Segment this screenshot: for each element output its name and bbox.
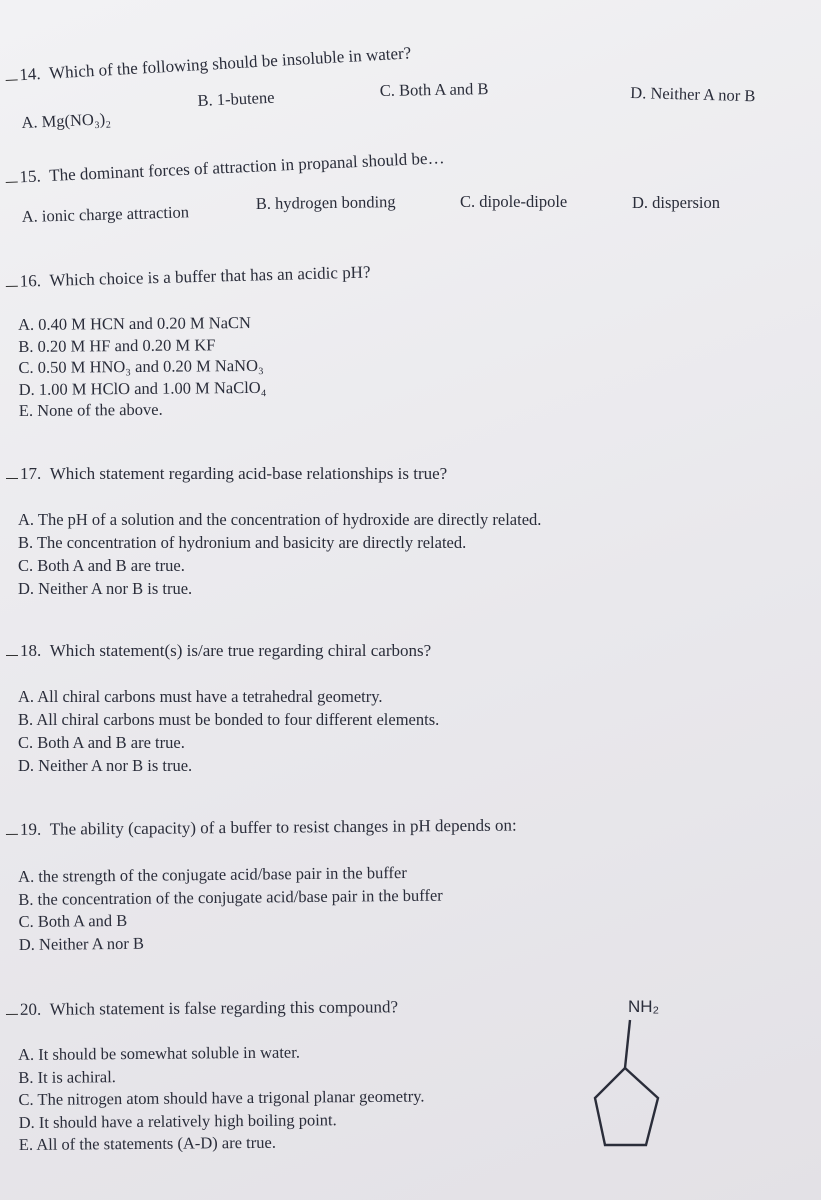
q18-option-a: A. All chiral carbons must have a tetrahedral geometry. (18, 687, 383, 706)
q19-option-b: B. the concentration of the conjugate acid/base pair in the buffer (18, 885, 443, 909)
q16-option-e: E. None of the above. (18, 399, 163, 420)
nh2-label: NH₂ (628, 997, 660, 1016)
q14-option-d: D. Neither A nor B (630, 83, 756, 106)
q16-options (18, 312, 267, 422)
answer-blank (6, 286, 18, 287)
q16-number: 16. (19, 271, 42, 291)
q17-stem (6, 464, 447, 484)
q19-options (18, 862, 443, 956)
q18-options (18, 685, 439, 777)
q18-stem (6, 641, 431, 661)
q17-option-a: A. The pH of a solution and the concentration of hydroxide are directly related. (18, 510, 542, 529)
q14-option-b: B. 1-butene (197, 87, 275, 111)
q20-options (18, 1040, 425, 1156)
q15-text: The dominant forces of attraction in propanal should be… (48, 148, 445, 186)
q14-text: Which of the following should be insoluble in water? (48, 43, 412, 83)
q15-option-b: B. hydrogen bonding (255, 192, 396, 214)
c-n-bond (625, 1020, 630, 1068)
cyclopentane-ring (595, 1068, 658, 1145)
q20-option-a: A. It should be somewhat soluble in water. (18, 1042, 301, 1064)
q14-stem (5, 43, 412, 86)
q15-option-d: D. dispersion (632, 193, 720, 212)
q20-option-b: B. It is achiral. (18, 1066, 116, 1087)
q18-option-c: C. Both A and B are true. (18, 733, 185, 752)
q19-option-c: C. Both A and B (18, 910, 128, 931)
answer-blank (6, 1014, 18, 1015)
q15-option-a: A. ionic charge attraction (21, 202, 190, 227)
q20-option-d: D. It should have a relatively high boiling point. (18, 1109, 337, 1132)
q18-number: 18. (20, 641, 42, 660)
q16-option-d: D. 1.00 M HClO and 1.00 M NaClO₄ (18, 377, 267, 399)
q18-option-b: B. All chiral carbons must be bonded to four different elements. (18, 710, 440, 729)
q16-option-c: C. 0.50 M HNO₃ and 0.20 M NaNO₃ (18, 355, 264, 377)
q17-number: 17. (20, 464, 42, 483)
q16-stem (5, 262, 370, 292)
q14-number: 14. (18, 64, 42, 85)
q19-text: The ability (capacity) of a buffer to resist changes in pH depends on: (49, 815, 517, 839)
answer-blank (6, 79, 18, 81)
q16-option-b: B. 0.20 M HF and 0.20 M KF (18, 334, 216, 356)
q18-option-d: D. Neither A nor B is true. (18, 756, 193, 775)
q14-option-c: C. Both A and B (379, 79, 489, 101)
q19-option-d: D. Neither A nor B (18, 933, 145, 954)
q20-stem (6, 997, 398, 1020)
q17-options (18, 508, 541, 600)
q20-option-e: E. All of the statements (A-D) are true. (18, 1132, 276, 1154)
q17-option-b: B. The concentration of hydronium and basicity are directly related. (18, 533, 467, 552)
q20-text: Which statement is false regarding this compound? (49, 997, 399, 1019)
answer-blank (6, 181, 18, 183)
q16-option-a: A. 0.40 M HCN and 0.20 M NaCN (18, 312, 252, 334)
q18-text: Which statement(s) is/are true regarding chiral carbons? (49, 641, 432, 660)
q19-number: 19. (19, 819, 42, 839)
q19-option-a: A. the strength of the conjugate acid/base pair in the buffer (18, 862, 407, 886)
q17-option-d: D. Neither A nor B is true. (18, 579, 193, 598)
q14-option-a: A. Mg(NO₃)₂ (21, 109, 112, 133)
answer-blank (6, 834, 18, 835)
q17-option-c: C. Both A and B are true. (18, 556, 185, 575)
answer-blank (6, 655, 18, 656)
answer-blank (6, 478, 18, 479)
q15-number: 15. (19, 166, 42, 187)
q19-stem (6, 816, 517, 840)
q20-option-c: C. The nitrogen atom should have a trigonal planar geometry. (18, 1086, 425, 1109)
q20-number: 20. (19, 999, 42, 1019)
q17-text: Which statement regarding acid-base relationships is true? (49, 464, 448, 483)
q16-text: Which choice is a buffer that has an acidic pH? (49, 262, 371, 290)
q15-stem (5, 148, 445, 188)
cyclopentylamine-structure (570, 990, 710, 1170)
q15-option-c: C. dipole-dipole (460, 192, 568, 211)
